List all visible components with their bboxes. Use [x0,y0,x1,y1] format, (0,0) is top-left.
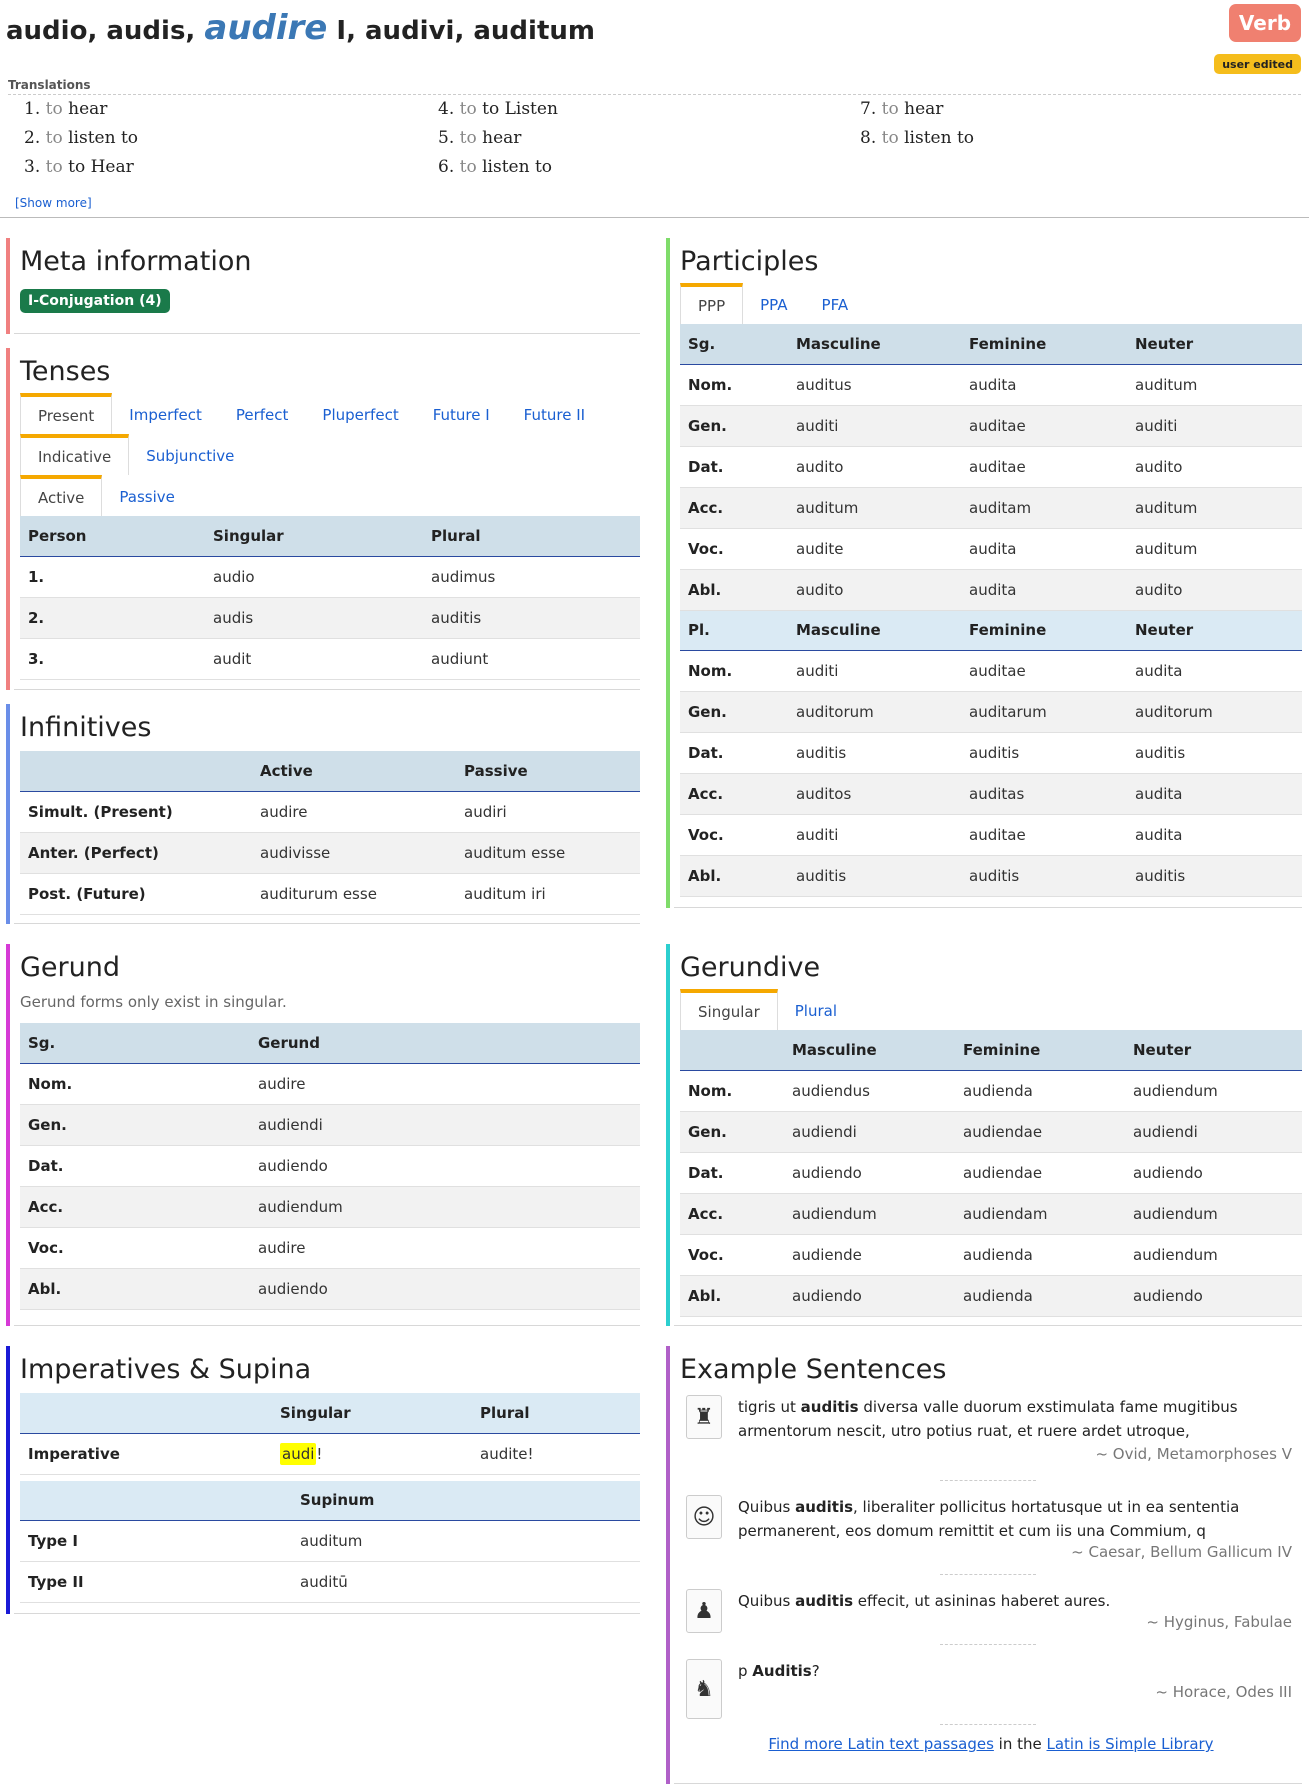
example-source: ~ Horace, Odes III [1155,1683,1292,1701]
table-row: Acc. auditos auditas audita [680,774,1302,815]
table-row: Post. (Future) auditurum esse auditum iri [20,873,640,914]
table-row: Nom. auditi auditae audita [680,651,1302,692]
column-header: Neuter [1127,324,1302,364]
table-row: Abl. auditis auditis auditis [680,856,1302,897]
tab-indicative[interactable]: Indicative [20,434,129,475]
table-row: Acc. audiendum [20,1186,640,1227]
translation-item: 6. to listen to [438,157,553,177]
example-text: tigris ut auditis diversa valle duorum exstimulata fame mugitibus armentorum nescit, utro potius ruat, et ruere ardet utroque, [738,1398,1238,1440]
column-header: Neuter [1127,611,1302,651]
gerundive-table [680,1030,1302,1317]
examples-section [666,1346,1302,1784]
tab-plural[interactable]: Plural [794,1002,838,1020]
participle-tabs [680,283,1302,324]
translation-item: 5. to hear [438,128,522,148]
infinitives-title: Infinitives [20,712,152,743]
example-text: p Auditis? [738,1662,820,1680]
lemma-heading [6,8,595,48]
lemma-suffix: I, audivi, auditum [336,16,595,46]
column-header: Feminine [961,324,1127,364]
translation-item: 4. to to Listen [438,99,558,119]
example-item [680,1485,1302,1579]
conjugation-badge: I-Conjugation (4) [20,289,170,313]
meta-section [6,238,640,334]
voice-tabs [20,475,640,516]
column-header: Person [20,516,205,556]
translation-item: 3. to to Hear [24,157,134,177]
table-row: Voc. audite audita auditum [680,528,1302,569]
gerundive-title: Gerundive [680,952,821,983]
lemma-infinitive: audire [204,8,328,48]
table-row: Voc. audire [20,1227,640,1268]
example-source: ~ Ovid, Metamorphoses V [1095,1445,1292,1463]
example-source: ~ Caesar, Bellum Gallicum IV [1071,1543,1292,1561]
supina-table [20,1481,640,1604]
examples-footer: Find more Latin text passages in the Latin is Simple Library [768,1735,1214,1753]
column-header: Sg. [680,324,788,364]
table-row: Gen. auditorum auditarum auditorum [680,692,1302,733]
table-row: Voc. auditi auditae audita [680,815,1302,856]
imperatives-section [6,1346,640,1614]
table-row: 3. audit audiunt [20,638,640,679]
tenses-section [6,348,640,690]
translation-item: 7. to hear [860,99,944,119]
column-header: Sg. [20,1023,250,1063]
gerundive-section [666,944,1302,1326]
engraving-icon: ♞ [686,1659,722,1719]
column-header: Active [252,751,456,791]
table-row: Abl. audito audita audito [680,569,1302,610]
example-item [680,1579,1302,1649]
tab-ppa[interactable]: PPA [760,296,788,314]
table-row: Anter. (Perfect) audivisse auditum esse [20,832,640,873]
column-header: Supinum [292,1481,640,1521]
column-header: Feminine [955,1030,1125,1070]
example-source: ~ Hyginus, Fabulae [1146,1613,1292,1631]
gerund-note: Gerund forms only exist in singular. [20,993,287,1011]
table-row: Type I auditum [20,1521,640,1562]
example-text: Quibus auditis effecit, ut asininas haberet aures. [738,1592,1111,1610]
column-header: Singular [272,1393,472,1433]
header-divider [0,217,1309,218]
translation-item: 2. to listen to [24,128,139,148]
tab-pfa[interactable]: PFA [821,296,849,314]
infinitives-section [6,704,640,924]
translation-item: 1. to hear [24,99,108,119]
lemma-prefix: audio, audis, [6,16,196,46]
column-header [20,751,252,791]
imperatives-title: Imperatives & Supina [20,1354,312,1385]
examples-title: Example Sentences [680,1354,947,1385]
table-row: Type II auditū [20,1562,640,1603]
tab-perfect[interactable]: Perfect [235,406,289,424]
user-edited-badge: user edited [1214,54,1301,74]
column-header [20,1393,272,1433]
meta-title: Meta information [20,246,252,277]
tab-present[interactable]: Present [20,393,112,434]
find-passages-link[interactable]: Find more Latin text passages [768,1735,994,1753]
table-row: 2. audis auditis [20,597,640,638]
table-row: Dat. audiendo [20,1145,640,1186]
table-row: Dat. auditis auditis auditis [680,733,1302,774]
table-row: Abl. audiendo audienda audiendo [680,1275,1302,1316]
imperatives-table [20,1393,640,1475]
participles-table [680,324,1302,611]
column-header [680,1030,784,1070]
gerundive-tabs [680,989,1302,1030]
table-row: Simult. (Present) audire audiri [20,791,640,832]
tab-imperfect[interactable]: Imperfect [129,406,202,424]
table-row: Nom. auditus audita auditum [680,364,1302,405]
table-row: Gen. auditi auditae auditi [680,405,1302,446]
tab-active[interactable]: Active [20,475,102,516]
tenses-title: Tenses [20,356,111,387]
table-row: Acc. auditum auditam auditum [680,487,1302,528]
example-item [680,1649,1302,1729]
show-more-link[interactable]: [Show more] [15,196,92,210]
column-header: Feminine [961,611,1127,651]
column-header: Masculine [788,324,961,364]
participles-title: Participles [680,246,819,277]
mood-tabs [20,434,640,475]
table-row: Gen. audiendi audiendae audiendi [680,1111,1302,1152]
tab-subjunctive[interactable]: Subjunctive [146,447,235,465]
column-header: Gerund [250,1023,640,1063]
gerund-title: Gerund [20,952,120,983]
column-header: Passive [456,751,640,791]
imperative-singular-highlight: audi [282,1444,315,1463]
bust-icon: ☺ [686,1495,722,1539]
tab-pluperfect[interactable]: Pluperfect [322,406,399,424]
column-header: Neuter [1125,1030,1302,1070]
table-row: Nom. audire [20,1063,640,1104]
column-header: Masculine [788,611,961,651]
table-row: Gen. audiendi [20,1104,640,1145]
column-header: Masculine [784,1030,955,1070]
example-text: Quibus auditis, liberaliter pollicitus hortatusque ut in ea sententia permanerent, eos domum remittit et cum iis una Commium, q [738,1498,1240,1540]
translations-label: Translations [8,78,91,92]
table-row: Nom. audiendus audienda audiendum [680,1070,1302,1111]
participles-section [666,238,1302,908]
column-header: Singular [205,516,423,556]
example-item [680,1385,1302,1485]
column-header: Pl. [680,611,788,651]
table-row: Abl. audiendo [20,1268,640,1309]
table-row: Acc. audiendum audiendam audiendum [680,1193,1302,1234]
tab-singular[interactable]: Singular [680,989,778,1030]
tab-future-2[interactable]: Future II [523,406,586,424]
statue-icon: ♜ [686,1395,722,1439]
gerund-section [6,944,640,1326]
table-row: Voc. audiende audienda audiendum [680,1234,1302,1275]
column-header: Plural [423,516,640,556]
library-link[interactable]: Latin is Simple Library [1046,1735,1214,1753]
participles-plural-table [680,611,1302,898]
person-icon: ♟ [686,1589,722,1633]
tenses-table [20,516,640,680]
tense-tabs [20,393,640,434]
translations-divider [8,94,1301,95]
gerund-table [20,1023,640,1310]
infinitives-table [20,751,640,915]
table-row: Imperative audi ! audite! [20,1433,640,1474]
translation-item: 8. to listen to [860,128,975,148]
table-row: Dat. audito auditae audito [680,446,1302,487]
table-row: Dat. audiendo audiendae audiendo [680,1152,1302,1193]
tab-future-1[interactable]: Future I [432,406,490,424]
table-row: 1. audio audimus [20,556,640,597]
column-header: Plural [472,1393,640,1433]
tab-passive[interactable]: Passive [119,488,175,506]
pos-badge: Verb [1229,4,1301,42]
tab-ppp[interactable]: PPP [680,283,743,324]
